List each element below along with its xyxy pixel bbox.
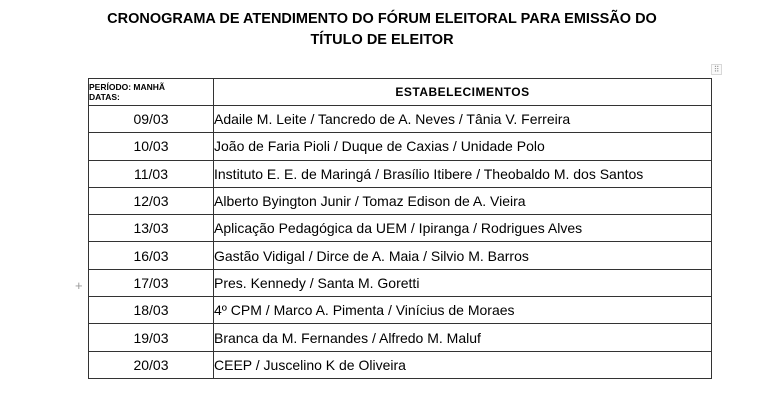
establishments-cell[interactable]: Adaile M. Leite / Tancredo de A. Neves / Tânia V. Ferreira xyxy=(214,106,712,133)
move-handle-icon[interactable] xyxy=(711,64,722,75)
date-cell[interactable]: 11/03 xyxy=(89,160,214,187)
document-title xyxy=(0,9,764,51)
document-title-line-2: TÍTULO DE ELEITOR xyxy=(310,32,454,48)
establishments-cell[interactable]: CEEP / Juscelino K de Oliveira xyxy=(214,351,712,378)
table-row xyxy=(89,160,712,187)
establishments-cell[interactable]: 4º CPM / Marco A. Pimenta / Vinícius de Moraes xyxy=(214,297,712,324)
table-row xyxy=(89,133,712,160)
establishments-cell[interactable]: Aplicação Pedagógica da UEM / Ipiranga / Rodrigues Alves xyxy=(214,215,712,242)
date-cell[interactable]: 20/03 xyxy=(89,351,214,378)
establishments-cell[interactable]: Alberto Byington Junir / Tomaz Edison de A. Vieira xyxy=(214,187,712,214)
date-cell[interactable]: 18/03 xyxy=(89,297,214,324)
date-cell[interactable]: 17/03 xyxy=(89,269,214,296)
establishments-cell[interactable]: Instituto E. E. de Maringá / Brasílio Itibere / Theobaldo M. dos Santos xyxy=(214,160,712,187)
plus-icon[interactable] xyxy=(75,279,83,293)
date-cell[interactable]: 19/03 xyxy=(89,324,214,351)
establishments-cell[interactable]: Branca da M. Fernandes / Alfredo M. Maluf xyxy=(214,324,712,351)
table-row xyxy=(89,324,712,351)
move-handle-glyph: ⠿ xyxy=(713,64,720,74)
date-cell[interactable]: 16/03 xyxy=(89,242,214,269)
establishments-header: ESTABELECIMENTOS xyxy=(214,79,712,106)
table-header-row xyxy=(89,79,712,106)
date-cell[interactable]: 10/03 xyxy=(89,133,214,160)
table-row xyxy=(89,187,712,214)
document-title-line-1: CRONOGRAMA DE ATENDIMENTO DO FÓRUM ELEITORAL PARA EMISSÃO DO xyxy=(107,11,657,27)
plus-glyph: + xyxy=(75,278,83,293)
date-cell[interactable]: 12/03 xyxy=(89,187,214,214)
establishments-cell[interactable]: João de Faria Pioli / Duque de Caxias / Unidade Polo xyxy=(214,133,712,160)
period-header xyxy=(89,79,214,106)
schedule-table xyxy=(88,78,712,379)
table-row xyxy=(89,269,712,296)
table-row xyxy=(89,106,712,133)
table-row xyxy=(89,215,712,242)
table-row xyxy=(89,351,712,378)
establishments-cell[interactable]: Gastão Vidigal / Dirce de A. Maia / Silvio M. Barros xyxy=(214,242,712,269)
establishments-cell[interactable]: Pres. Kennedy / Santa M. Goretti xyxy=(214,269,712,296)
table-row xyxy=(89,242,712,269)
period-header-line-2: DATAS: xyxy=(89,92,120,102)
period-header-line-1: PERÍODO: MANHÃ xyxy=(89,82,166,92)
date-cell[interactable]: 13/03 xyxy=(89,215,214,242)
date-cell[interactable]: 09/03 xyxy=(89,106,214,133)
table-row xyxy=(89,297,712,324)
